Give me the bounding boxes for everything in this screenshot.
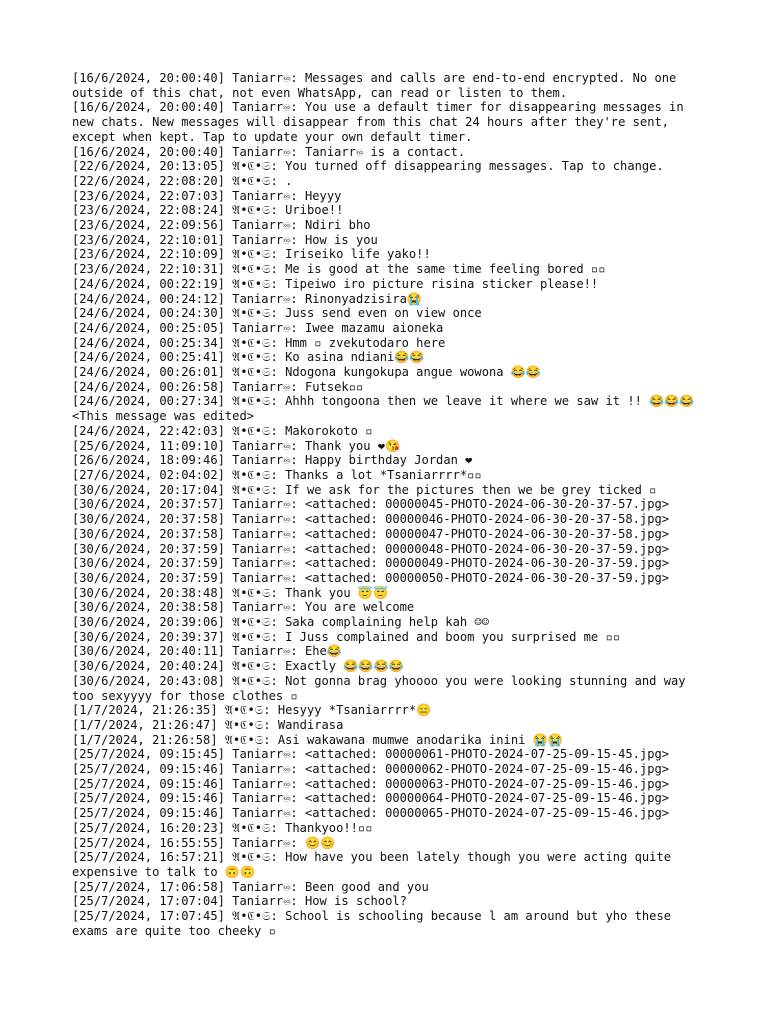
chat-line: [22/6/2024, 22:08:20] 𝔄•ℭ•𝔖: . xyxy=(72,173,293,188)
chat-line: [16/6/2024, 20:00:40] Taniarr♾: You use a default timer for disappearing messages in new chats. New messages will disappear from this chat 24 hours after they're sent, except when kept. Tap to update your own default timer. xyxy=(72,100,691,144)
chat-transcript xyxy=(72,71,704,938)
chat-line: [24/6/2024, 00:25:41] 𝔄•ℭ•𝔖: Ko asina ndiani😂😂 xyxy=(72,350,425,365)
chat-line: [30/6/2024, 20:38:48] 𝔄•ℭ•𝔖: Thank you 😇😇 xyxy=(72,585,389,600)
chat-line: [23/6/2024, 22:09:56] Taniarr♾: Ndiri bho xyxy=(72,218,371,233)
chat-line: [30/6/2024, 20:37:58] Taniarr♾: <attached: 00000046-PHOTO-2024-06-30-20-37-58.jpg> xyxy=(72,512,670,527)
chat-line: [24/6/2024, 00:24:12] Taniarr♾: Rinonyadzisira😭 xyxy=(72,291,422,306)
chat-line: [25/7/2024, 09:15:45] Taniarr♾: <attached: 00000061-PHOTO-2024-07-25-09-15-45.jpg> xyxy=(72,747,670,762)
chat-line: [25/7/2024, 16:55:55] Taniarr♾: 😊😊 xyxy=(72,835,336,850)
chat-line: [30/6/2024, 20:38:58] Taniarr♾: You are welcome xyxy=(72,600,415,615)
chat-line: [23/6/2024, 22:08:24] 𝔄•ℭ•𝔖: Uriboe!! xyxy=(72,203,344,218)
chat-line: [25/7/2024, 09:15:46] Taniarr♾: <attached: 00000064-PHOTO-2024-07-25-09-15-46.jpg> xyxy=(72,791,670,806)
chat-line: [25/7/2024, 09:15:46] Taniarr♾: <attached: 00000063-PHOTO-2024-07-25-09-15-46.jpg> xyxy=(72,776,670,791)
chat-line: [30/6/2024, 20:37:58] Taniarr♾: <attached: 00000047-PHOTO-2024-06-30-20-37-58.jpg> xyxy=(72,526,670,541)
chat-line: [30/6/2024, 20:37:59] Taniarr♾: <attached: 00000049-PHOTO-2024-06-30-20-37-59.jpg> xyxy=(72,556,670,571)
chat-line: [24/6/2024, 00:22:19] 𝔄•ℭ•𝔖: Tipeiwo iro picture risina sticker please!! xyxy=(72,276,599,291)
chat-line: [23/6/2024, 22:10:09] 𝔄•ℭ•𝔖: Iriseiko life yako!! xyxy=(72,247,431,262)
chat-line: [27/6/2024, 02:04:02] 𝔄•ℭ•𝔖: Thanks a lot *Tsaniarrrr*▫▫ xyxy=(72,467,482,482)
chat-line: [25/7/2024, 09:15:46] Taniarr♾: <attached: 00000062-PHOTO-2024-07-25-09-15-46.jpg> xyxy=(72,762,670,777)
chat-line: [30/6/2024, 20:37:59] Taniarr♾: <attached: 00000050-PHOTO-2024-06-30-20-37-59.jpg> xyxy=(72,570,670,585)
chat-line: [25/7/2024, 17:07:45] 𝔄•ℭ•𝔖: School is schooling because l am around but yho these exams are quite too cheeky ▫ xyxy=(72,909,679,938)
chat-line: [25/7/2024, 09:15:46] Taniarr♾: <attached: 00000065-PHOTO-2024-07-25-09-15-46.jpg> xyxy=(72,806,670,821)
chat-line: [24/6/2024, 00:25:05] Taniarr♾: Iwee mazamu aioneka xyxy=(72,320,444,335)
chat-line: [24/6/2024, 00:26:58] Taniarr♾: Futsek▫▫ xyxy=(72,379,364,394)
chat-line: [30/6/2024, 20:39:37] 𝔄•ℭ•𝔖: I Juss complained and boom you surprised me ▫▫ xyxy=(72,629,621,644)
chat-line: [25/6/2024, 11:09:10] Taniarr♾: Thank you ❤😘 xyxy=(72,438,401,453)
chat-line: [23/6/2024, 22:10:31] 𝔄•ℭ•𝔖: Me is good at the same time feeling bored ▫▫ xyxy=(72,262,606,277)
chat-line: [25/7/2024, 16:20:23] 𝔄•ℭ•𝔖: Thankyoo!!▫▫ xyxy=(72,820,373,835)
chat-line: [24/6/2024, 00:25:34] 𝔄•ℭ•𝔖: Hmm ▫ zvekutodaro here xyxy=(72,335,446,350)
chat-line: [30/6/2024, 20:17:04] 𝔄•ℭ•𝔖: If we ask for the pictures then we be grey ticked ▫ xyxy=(72,482,657,497)
chat-line: [23/6/2024, 22:07:03] Taniarr♾: Heyyy xyxy=(72,188,342,203)
chat-line: [24/6/2024, 00:26:01] 𝔄•ℭ•𝔖: Ndogona kungokupa angue wowona 😂😂 xyxy=(72,365,541,380)
chat-line: [16/6/2024, 20:00:40] Taniarr♾: Messages and calls are end-to-end encrypted. No one outside of this chat, not even WhatsApp, can read or listen to them. xyxy=(72,71,684,100)
chat-line: [1/7/2024, 21:26:35] 𝔄•ℭ•𝔖: Hesyyy *Tsaniarrrr*😑 xyxy=(72,703,432,718)
chat-line: [30/6/2024, 20:40:11] Taniarr♾: Ehe😂 xyxy=(72,644,342,659)
chat-line: [25/7/2024, 17:07:04] Taniarr♾: How is school? xyxy=(72,894,407,909)
chat-line: [16/6/2024, 20:00:40] Taniarr♾: Taniarr♾ is a contact. xyxy=(72,144,466,159)
chat-line: [23/6/2024, 22:10:01] Taniarr♾: How is you xyxy=(72,232,378,247)
chat-line: [26/6/2024, 18:09:46] Taniarr♾: Happy birthday Jordan ❤ xyxy=(72,453,473,468)
chat-line: [1/7/2024, 21:26:47] 𝔄•ℭ•𝔖: Wandirasa xyxy=(72,717,344,732)
chat-line: [30/6/2024, 20:39:06] 𝔄•ℭ•𝔖: Saka complaining help kah ☺☺ xyxy=(72,615,489,630)
chat-line: [25/7/2024, 16:57:21] 𝔄•ℭ•𝔖: How have you been lately though you were acting quite expensive to talk to 🙃🙃 xyxy=(72,850,679,879)
chat-line: [30/6/2024, 20:37:57] Taniarr♾: <attached: 00000045-PHOTO-2024-06-30-20-37-57.jpg> xyxy=(72,497,670,512)
chat-line: [25/7/2024, 17:06:58] Taniarr♾: Been good and you xyxy=(72,879,429,894)
chat-line: [24/6/2024, 00:24:30] 𝔄•ℭ•𝔖: Juss send even on view once xyxy=(72,306,482,321)
chat-line: [1/7/2024, 21:26:58] 𝔄•ℭ•𝔖: Asi wakawana mumwe anodarika inini 😭😭 xyxy=(72,732,563,747)
chat-line: [30/6/2024, 20:37:59] Taniarr♾: <attached: 00000048-PHOTO-2024-06-30-20-37-59.jpg> xyxy=(72,541,670,556)
chat-line: [24/6/2024, 00:27:34] 𝔄•ℭ•𝔖: Ahhh tongoona then we leave it where we saw it !! 😂😂😂 <This message was edited> xyxy=(72,394,702,424)
chat-line: [30/6/2024, 20:43:08] 𝔄•ℭ•𝔖: Not gonna brag yhoooo you were looking stunning and way too sexyyyy for those clothes ▫ xyxy=(72,673,693,703)
chat-line: [22/6/2024, 20:13:05] 𝔄•ℭ•𝔖: You turned off disappearing messages. Tap to change. xyxy=(72,159,664,174)
chat-line: [30/6/2024, 20:40:24] 𝔄•ℭ•𝔖: Exactly 😂😂😂😂 xyxy=(72,659,404,674)
chat-line: [24/6/2024, 22:42:03] 𝔄•ℭ•𝔖: Makorokoto ▫ xyxy=(72,423,373,438)
